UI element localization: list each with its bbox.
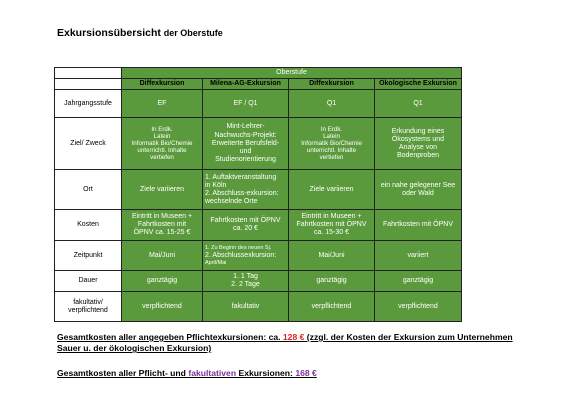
table-row-column-headers — [55, 79, 462, 90]
row-label-dauer: Dauer — [55, 271, 122, 292]
column-header-1: Diffexkursion — [122, 79, 203, 90]
cell-kosten-1: Eintritt in Museen + Fahrtkosten mit ÖPNV ca. 15-25 € — [122, 210, 203, 241]
table-row-jahrgangsstufe — [55, 90, 462, 118]
cell-dauer-4: ganztägig — [375, 271, 462, 292]
cell-jahrgangsstufe-4: Q1 — [375, 90, 462, 118]
cell-jahrgangsstufe-2: EF / Q1 — [203, 90, 289, 118]
summary1-prefix: Gesamtkosten aller angegeben Pflichtexkursionen: ca. — [57, 332, 283, 342]
page-title-main: Exkursionsübersicht — [57, 27, 161, 39]
cell-kosten-4: Fahrtkosten mit ÖPNV — [375, 210, 462, 241]
cell-dauer-1: ganztägig — [122, 271, 203, 292]
cell-dauer-2: 1. 1 Tag 2. 2 Tage — [203, 271, 289, 292]
column-header-2: Milena-AG-Exkursion — [203, 79, 289, 90]
summary2-amount: 168 € — [295, 368, 317, 378]
cell-kosten-3: Eintritt in Museen + Fahrtkosten mit ÖPNV ca. 15-30 € — [289, 210, 375, 241]
cell-kosten-2: Fahrtkosten mit ÖPNV ca. 20 € — [203, 210, 289, 241]
cell-fakultativ-2: fakultativ — [203, 292, 289, 322]
row-label-zeitpunkt: Zeitpunkt — [55, 241, 122, 271]
corner-cell — [55, 68, 122, 79]
cell-jahrgangsstufe-3: Q1 — [289, 90, 375, 118]
summary2-prefix: Gesamtkosten aller Pflicht- und — [57, 368, 189, 378]
cell-zeitpunkt-3: Mai/Juni — [289, 241, 375, 271]
cell-fakultativ-3: verpflichtend — [289, 292, 375, 322]
table-row-dauer — [55, 271, 462, 292]
cell-ziel-3: In Erdk. Latein Informatik Bio/Chemie unterrichtl. Inhalte vertiefen — [289, 118, 375, 170]
column-header-3: Diffexkursion — [289, 79, 375, 90]
summary-total-costs — [57, 368, 527, 379]
cell-zeitpunkt-2 — [203, 241, 289, 271]
cell-ort-3: Ziele variieren — [289, 170, 375, 210]
summary2-middle: Exkursionen: — [236, 368, 296, 378]
cell-ziel-2: Mint-Lehrer- Nachwuchs-Projekt: Erweiterte Berufsfeld- und Studienorientierung — [203, 118, 289, 170]
cell-dauer-3: ganztägig — [289, 271, 375, 292]
table-row-ziel — [55, 118, 462, 170]
cell-ziel-4: Erkundung eines Ökosystems und Analyse von Bodenproben — [375, 118, 462, 170]
row-label-jahrgangsstufe: Jahrgangsstufe — [55, 90, 122, 118]
row-label-fakultativ: fakultativ/ verpflichtend — [55, 292, 122, 322]
cell-zeitpunkt-1: Mai/Juni — [122, 241, 203, 271]
table-row-fakultativ — [55, 292, 462, 322]
table-row-kosten — [55, 210, 462, 241]
group-header-oberstufe: Oberstufe — [122, 68, 462, 79]
cell-fakultativ-1: verpflichtend — [122, 292, 203, 322]
cell-ziel-1: In Erdk. Latein Informatik Bio/Chemie unterrichtl. Inhalte vertiefen — [122, 118, 203, 170]
cell-jahrgangsstufe-1: EF — [122, 90, 203, 118]
column-header-4: Ökologische Exkursion — [375, 79, 462, 90]
table-row-ort — [55, 170, 462, 210]
table-row-group-header — [55, 68, 462, 79]
corner-cell-2 — [55, 79, 122, 90]
row-label-ort: Ort — [55, 170, 122, 210]
excursion-table — [54, 67, 462, 322]
cell-fakultativ-4: verpflichtend — [375, 292, 462, 322]
zeitpunkt-line-2: 2. Abschlussexkursion: — [205, 251, 277, 259]
summary1-suffix: (zzgl. der Kosten der Exkursion zum Unternehmen Sauer u. der ökologischen Exkursion) — [57, 332, 513, 354]
cell-ort-1: Ziele variieren — [122, 170, 203, 210]
cell-ort-4: ein nahe gelegener See oder Wald — [375, 170, 462, 210]
summary1-amount: 128 € — [282, 332, 305, 342]
zeitpunkt-line-1: 1. Zu Beginn des neuen Sj. — [205, 245, 272, 252]
cell-zeitpunkt-4: variiert — [375, 241, 462, 271]
summary2-highlight: fakultativen — [188, 368, 237, 378]
summary-mandatory-costs — [57, 332, 527, 354]
row-label-ziel: Ziel/ Zweck — [55, 118, 122, 170]
zeitpunkt-line-3: April/Mai — [205, 259, 227, 266]
page-title-sub: der Oberstufe — [163, 28, 223, 38]
table-row-zeitpunkt — [55, 241, 462, 271]
page-title — [57, 27, 223, 39]
row-label-kosten: Kosten — [55, 210, 122, 241]
cell-ort-2: 1. Auftaktveranstaltung in Köln 2. Abschluss-exkursion: wechselnde Orte — [203, 170, 289, 210]
